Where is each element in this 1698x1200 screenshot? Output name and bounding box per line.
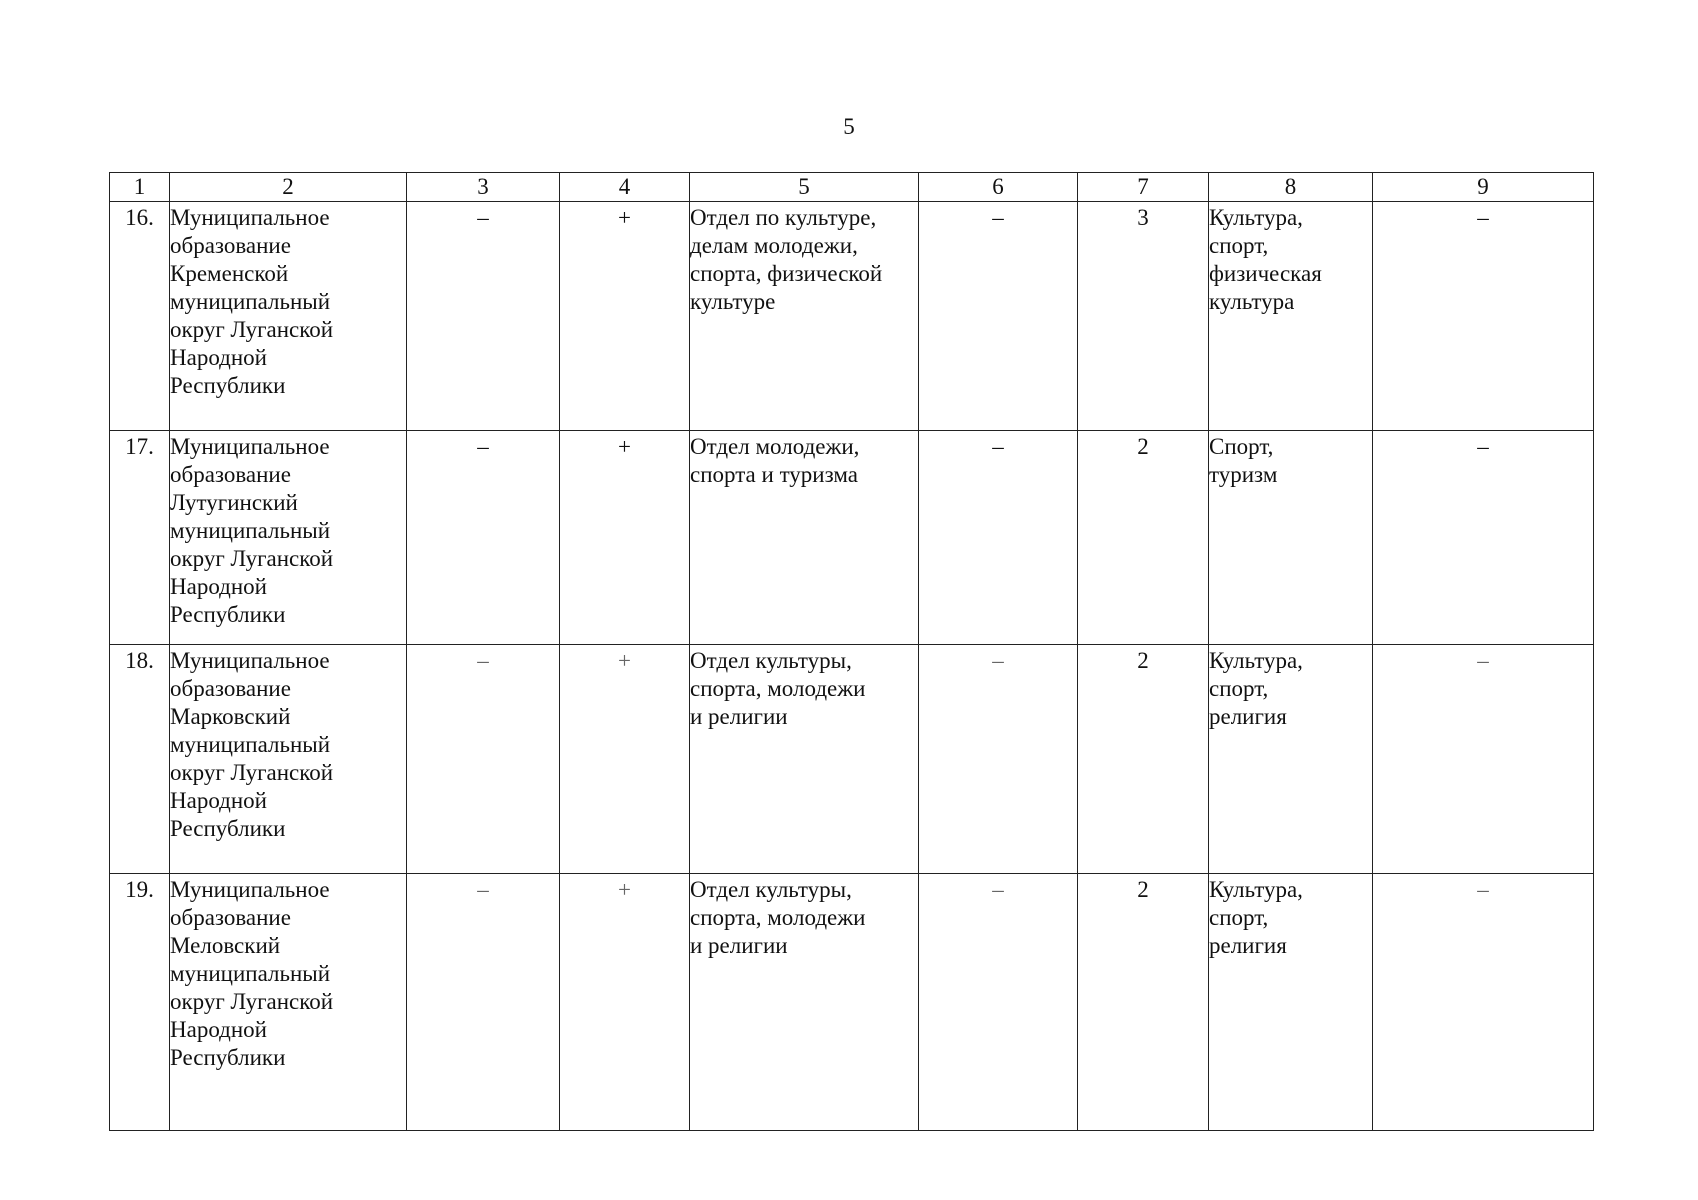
text-line: Республики — [170, 602, 286, 627]
text-line: Отдел культуры, — [690, 877, 852, 902]
column-header-5: 5 — [690, 173, 919, 202]
dash-mark: – — [477, 205, 489, 230]
row-number — [110, 431, 170, 645]
text-line: Марковский — [170, 704, 291, 729]
department-cell — [690, 874, 919, 1131]
municipality-name — [170, 874, 407, 1131]
text-line: Культура, — [1209, 648, 1303, 673]
area-cell — [1209, 202, 1373, 431]
text-line: и религии — [690, 933, 788, 958]
text-line: спорта, молодежи — [690, 905, 866, 930]
text-line: Культура, — [1209, 205, 1303, 230]
text-line: образование — [170, 905, 291, 930]
column-7-cell — [1078, 431, 1209, 645]
area-text — [1209, 645, 1372, 731]
municipality-name-text — [170, 202, 406, 400]
plus-mark: + — [618, 434, 631, 459]
dash-mark: – — [992, 877, 1004, 902]
text-line: образование — [170, 676, 291, 701]
plus-mark: + — [618, 205, 631, 230]
department-text — [690, 645, 918, 731]
area-text — [1209, 431, 1372, 489]
text-line: религия — [1209, 933, 1287, 958]
column-header-4: 4 — [560, 173, 690, 202]
dash-mark: – — [477, 434, 489, 459]
column-6-cell — [919, 202, 1078, 431]
column-4-cell — [560, 202, 690, 431]
column-header-7: 7 — [1078, 173, 1209, 202]
column-4-cell — [560, 431, 690, 645]
text-line: Отдел молодежи, — [690, 434, 860, 459]
document-table — [109, 172, 1594, 1131]
dash-mark: – — [477, 648, 489, 673]
column-header-6: 6 — [919, 173, 1078, 202]
area-text — [1209, 874, 1372, 960]
department-cell — [690, 431, 919, 645]
text-line: спорта, физической — [690, 261, 883, 286]
column-3-cell — [407, 874, 560, 1131]
text-line: культура — [1209, 289, 1295, 314]
dash-mark: – — [1477, 648, 1489, 673]
column-9-cell — [1373, 431, 1594, 645]
column-header-3: 3 — [407, 173, 560, 202]
column-7-cell — [1078, 874, 1209, 1131]
row-number — [110, 645, 170, 874]
text-line: и религии — [690, 704, 788, 729]
municipality-name-text — [170, 645, 406, 843]
column-3-cell — [407, 202, 560, 431]
text-line: округ Луганской — [170, 760, 334, 785]
row-number-text: 16. — [125, 205, 154, 230]
column-header-2: 2 — [170, 173, 407, 202]
text-line: муниципальный — [170, 732, 331, 757]
column-3-cell — [407, 431, 560, 645]
row-number — [110, 202, 170, 431]
text-line: Народной — [170, 345, 267, 370]
area-cell — [1209, 874, 1373, 1131]
text-line: Народной — [170, 1017, 267, 1042]
text-line: физическая — [1209, 261, 1322, 286]
column-7-cell — [1078, 202, 1209, 431]
text-line: Народной — [170, 574, 267, 599]
text-line: культуре — [690, 289, 776, 314]
column-header-8: 8 — [1209, 173, 1373, 202]
text-line: Муниципальное — [170, 648, 330, 673]
text-line: Кременской — [170, 261, 289, 286]
text-line: Лутугинский — [170, 490, 298, 515]
text-line: спорта, молодежи — [690, 676, 866, 701]
text-line: муниципальный — [170, 961, 331, 986]
text-line: муниципальный — [170, 518, 331, 543]
row-number-text: 17. — [125, 434, 154, 459]
department-text — [690, 431, 918, 489]
text-line: образование — [170, 233, 291, 258]
municipality-name — [170, 431, 407, 645]
text-line: религия — [1209, 704, 1287, 729]
department-text — [690, 202, 918, 316]
text-line: округ Луганской — [170, 989, 334, 1014]
column-4-cell — [560, 645, 690, 874]
row-number — [110, 874, 170, 1131]
municipality-name-text — [170, 431, 406, 629]
text-line: Республики — [170, 816, 286, 841]
text-line: округ Луганской — [170, 317, 334, 342]
count-value: 2 — [1137, 877, 1149, 902]
text-line: Муниципальное — [170, 205, 330, 230]
area-cell — [1209, 645, 1373, 874]
dash-mark: – — [992, 434, 1004, 459]
plus-mark: + — [618, 648, 631, 673]
text-line: Народной — [170, 788, 267, 813]
text-line: спорт, — [1209, 233, 1269, 258]
column-4-cell — [560, 874, 690, 1131]
column-6-cell — [919, 431, 1078, 645]
text-line: спорта и туризма — [690, 462, 858, 487]
text-line: муниципальный — [170, 289, 331, 314]
text-line: Культура, — [1209, 877, 1303, 902]
text-line: Отдел по культуре, — [690, 205, 877, 230]
dash-mark: – — [992, 205, 1004, 230]
plus-mark: + — [618, 877, 631, 902]
column-6-cell — [919, 874, 1078, 1131]
dash-mark: – — [1477, 434, 1489, 459]
dash-mark: – — [1477, 877, 1489, 902]
text-line: образование — [170, 462, 291, 487]
text-line: Спорт, — [1209, 434, 1274, 459]
column-7-cell — [1078, 645, 1209, 874]
department-text — [690, 874, 918, 960]
text-line: Муниципальное — [170, 434, 330, 459]
municipality-name — [170, 202, 407, 431]
table-row — [110, 202, 1594, 431]
table-row — [110, 431, 1594, 645]
column-6-cell — [919, 645, 1078, 874]
text-line: Отдел культуры, — [690, 648, 852, 673]
text-line: спорт, — [1209, 905, 1269, 930]
municipality-name — [170, 645, 407, 874]
area-text — [1209, 202, 1372, 316]
municipality-name-text — [170, 874, 406, 1072]
dash-mark: – — [477, 877, 489, 902]
table-row — [110, 874, 1594, 1131]
column-9-cell — [1373, 202, 1594, 431]
area-cell — [1209, 431, 1373, 645]
department-cell — [690, 202, 919, 431]
column-9-cell — [1373, 645, 1594, 874]
column-header-1: 1 — [110, 173, 170, 202]
text-line: спорт, — [1209, 676, 1269, 701]
column-header-9: 9 — [1373, 173, 1594, 202]
text-line: Меловский — [170, 933, 281, 958]
text-line: делам молодежи, — [690, 233, 858, 258]
count-value: 2 — [1137, 434, 1149, 459]
text-line: округ Луганской — [170, 546, 334, 571]
column-9-cell — [1373, 874, 1594, 1131]
dash-mark: – — [1477, 205, 1489, 230]
text-line: Республики — [170, 1045, 286, 1070]
text-line: туризм — [1209, 462, 1278, 487]
text-line: Муниципальное — [170, 877, 330, 902]
count-value: 3 — [1137, 205, 1149, 230]
page-number: 5 — [843, 114, 855, 139]
text-line: Республики — [170, 373, 286, 398]
dash-mark: – — [992, 648, 1004, 673]
count-value: 2 — [1137, 648, 1149, 673]
table-header-row — [110, 173, 1594, 202]
column-3-cell — [407, 645, 560, 874]
row-number-text: 18. — [125, 648, 154, 673]
table-row — [110, 645, 1594, 874]
department-cell — [690, 645, 919, 874]
row-number-text: 19. — [125, 877, 154, 902]
